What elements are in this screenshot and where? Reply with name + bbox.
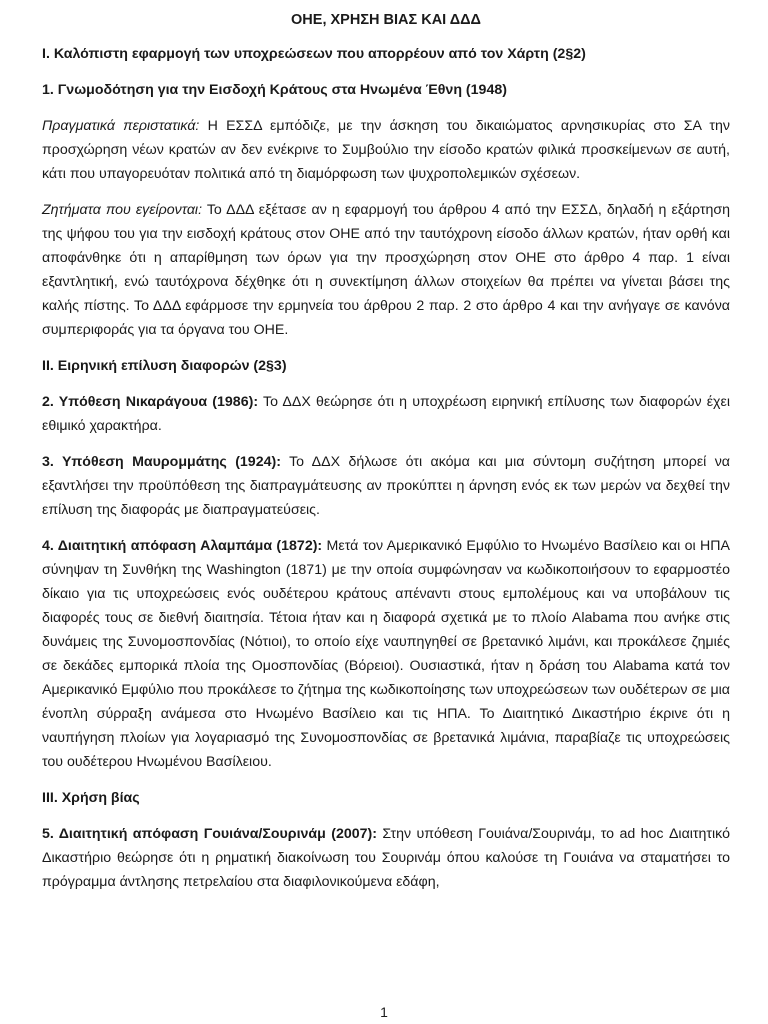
case-text-alabama: Μετά τον Αμερικανικό Εμφύλιο το Ηνωμένο Βασίλειο και οι ΗΠΑ σύνηψαν τη Συνθήκη της Washington (1871) με την οποία συμφώνησαν να κωδικοποιήσουν το εφαρμοστέο δίκαιο για τις υποχρεώσεις ενός ουδέτερου κράτους απέναντι στους εμπολέμους και να υποβάλουν τις διαφορές τους σε διεθνή διαιτησία. Τέτοια ήταν και η διαφορά σχετικά με το πλοίο Alabama που ανήκε στις δυνάμεις της Συνομοσπονδίας (Νότιοι), το οποίο είχε ναυπηγηθεί σε βρετανικό λιμάνι, και προκάλεσε ζημιές σε δεκάδες εμπορικά πλοία της Ομοσπονδίας (Βόρειοι). Ουσιαστικά, ήταν η δράση του Alabama κατά τον Αμερικανικό Εμφύλιο που προκάλεσε το ζήτημα της κωδικοποίησης των υποχρεώσεων των ουδέτερων σε μια ένοπλη σύρραξη ανάμεσα στο Ηνωμένο Βασίλειο και τις ΗΠΑ. Το Διαιτητικό Δικαστήριο έκρινε ότι η ναυπήγηση πλοίων για λογαριασμό της Συνομοσπονδίας σε βρετανικά λιμάνια, παραβίαζε τις υποχρεώσεις του ουδέτερου Ηνωμένου Βασίλειου. <box>42 538 730 770</box>
document-title: ΟΗΕ, ΧΡΗΣΗ ΒΙΑΣ ΚΑΙ ΔΔΔ <box>291 12 481 28</box>
facts-label: Πραγματικά περιστατικά: <box>42 118 200 134</box>
issues-text: Το ΔΔΔ εξέτασε αν η εφαρμογή του άρθρου 4 από την ΕΣΣΔ, δηλαδή η εξάρτηση της ψήφου του για την εισδοχή κράτους στον ΟΗΕ από την ταυτόχρονη είσοδο άλλων κρατών, ήταν ορθή και αποφάνθηκε ότι η απαρίθμηση των όρων για την προσχώρηση στον ΟΗΕ στο άρθρο 4 παρ. 1 είναι εξαντλητική, ενώ ταυτόχρονα δέχθηκε ότι η συνεκτίμηση άλλων στοιχείων θα πρέπει να γίνεται βάσει της καλής πίστης. Το ΔΔΔ εφάρμοσε την ερμηνεία του άρθρου 2 παρ. 2 στο άρθρο 4 και την ανήγαγε σε κανόνα συμπεριφοράς για τα όργανα του ΟΗΕ. <box>42 202 730 338</box>
case-text-nicaragua: Το ΔΔΧ θεώρησε ότι η υποχρέωση ειρηνική επίλυσης των διαφορών έχει εθιμικό χαρακτήρα. <box>42 394 730 434</box>
case-text-guyana-suriname: Στην υπόθεση Γουιάνα/Σουρινάμ, το ad hoc Διαιτητικό Δικαστήριο θεώρησε ότι η ρηματική διακοίνωση του Σουρινάμ όπου καλούσε τη Γουιάνα να σταματήσει το πρόγραμμα άντλησης πετρελαίου στα διαφιλονικούμενα εδάφη, <box>42 826 730 890</box>
case-name-mavrommatis: 3. Υπόθεση Μαυρομμάτης (1924): <box>42 454 281 470</box>
section-heading-use-of-force: III. Χρήση βίας <box>42 790 140 806</box>
issues-label: Ζητήματα που εγείρονται: <box>42 202 203 218</box>
section-heading-peaceful-settlement: II. Ειρηνική επίλυση διαφορών (2§3) <box>42 358 287 374</box>
facts-text: Η ΕΣΣΔ εμπόδιζε, με την άσκηση του δικαιώματος αρνησικυρίας στο ΣΑ την προσχώρηση νέων κρατών αν δεν ενέκρινε το Συμβούλιο την είσοδο κρατών φιλικά προσκείμενων σε αυτή, κάτι που υπαγορευόταν πολιτικά από τη διαμόρφωση των ψυχροπολεμικών σχέσεων. <box>42 118 730 182</box>
paragraph-mavrommatis <box>42 450 730 522</box>
paragraph-issues <box>42 198 730 342</box>
case-name-nicaragua: 2. Υπόθεση Νικαράγουα (1986): <box>42 394 259 410</box>
case-heading-admission-opinion: 1. Γνωμοδότηση για την Εισδοχή Κράτους στα Ηνωμένα Έθνη (1948) <box>42 82 507 98</box>
paragraph-alabama <box>42 534 730 774</box>
case-text-mavrommatis: Το ΔΔΧ δήλωσε ότι ακόμα και μια σύντομη συζήτηση μπορεί να εξαντλήσει την προϋπόθεση της διαπραγμάτευσης αν προκύπτει η άρνηση ενός εκ των μερών να δεχθεί την επίλυση της διαφοράς με διαπραγματεύσεις. <box>42 454 730 518</box>
section-heading-good-faith: I. Καλόπιστη εφαρμογή των υποχρεώσεων που απορρέουν από τον Χάρτη (2§2) <box>42 46 586 62</box>
document-page <box>42 8 730 906</box>
paragraph-facts <box>42 114 730 186</box>
paragraph-nicaragua <box>42 390 730 438</box>
paragraph-guyana-suriname <box>42 822 730 894</box>
case-name-alabama: 4. Διαιτητική απόφαση Αλαμπάμα (1872): <box>42 538 323 554</box>
case-name-guyana-suriname: 5. Διαιτητική απόφαση Γουιάνα/Σουρινάμ (2007): <box>42 826 377 842</box>
page-number: 1 <box>380 1004 388 1020</box>
